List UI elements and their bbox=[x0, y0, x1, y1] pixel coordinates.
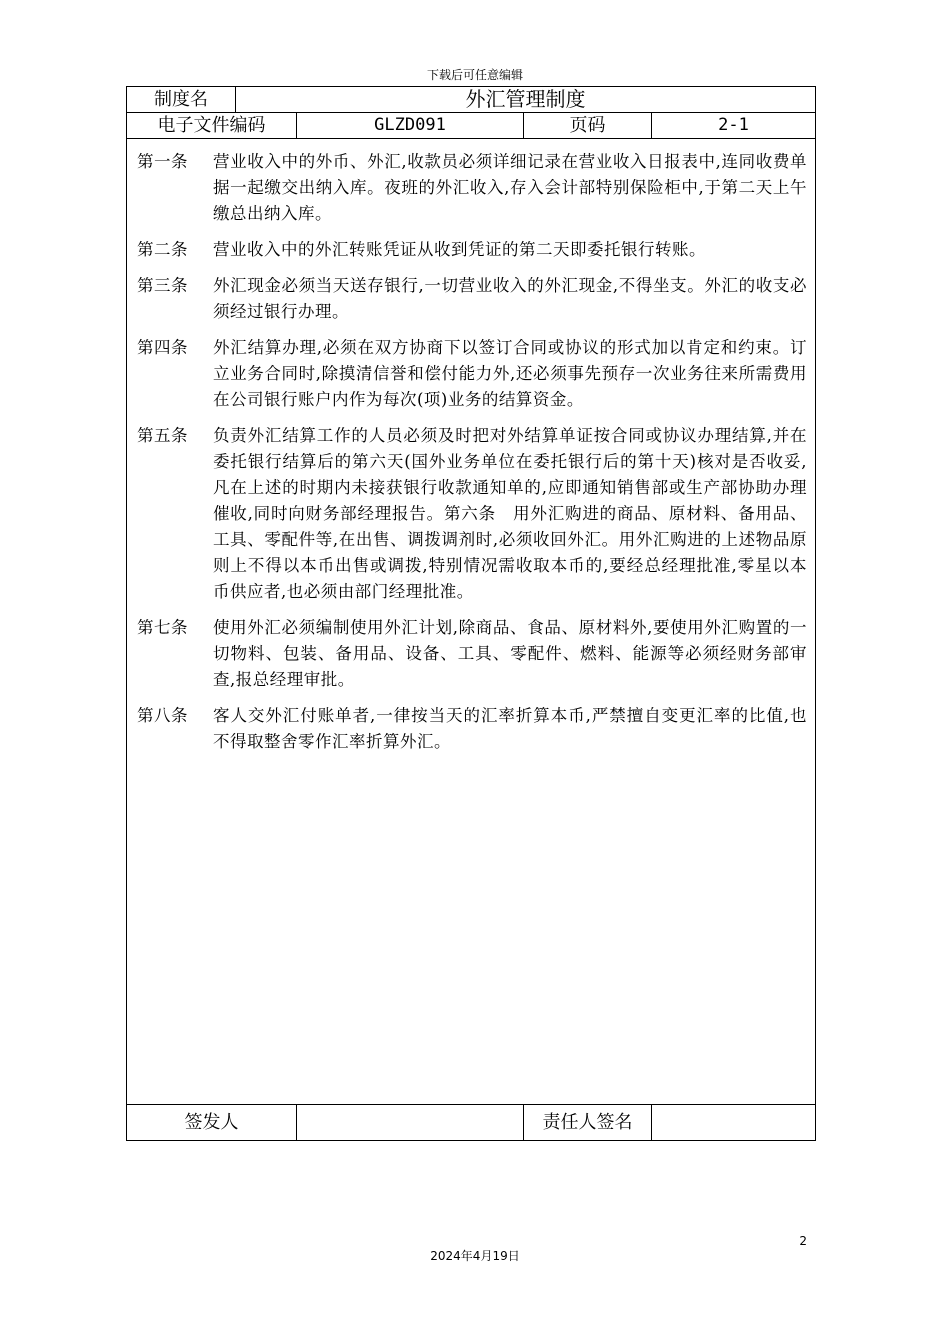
title-row bbox=[127, 87, 816, 113]
article-item bbox=[137, 237, 807, 263]
article-text: 营业收入中的外汇转账凭证从收到凭证的第二天即委托银行转账。 bbox=[213, 240, 706, 259]
responsible-signature-label: 责任人签名 bbox=[524, 1105, 652, 1141]
responsible-signature-field[interactable] bbox=[652, 1105, 816, 1141]
articles-list bbox=[127, 139, 815, 755]
page-number: 2 bbox=[799, 1234, 807, 1248]
article-item bbox=[137, 149, 807, 227]
article-item bbox=[137, 615, 807, 693]
article-number: 第八条 bbox=[137, 706, 188, 725]
article-number: 第二条 bbox=[137, 240, 188, 259]
page-label: 页码 bbox=[524, 113, 652, 139]
code-row bbox=[127, 113, 816, 139]
article-text: 使用外汇必须编制使用外汇计划,除商品、食品、原材料外,要使用外汇购置的一切物料、包装、备用品、设备、工具、零配件、燃料、能源等必须经财务部审查,报总经理审批。 bbox=[213, 618, 807, 689]
article-item bbox=[137, 273, 807, 325]
regulation-table bbox=[126, 86, 816, 1141]
page-value: 2-1 bbox=[652, 113, 816, 139]
article-item bbox=[137, 335, 807, 413]
article-item bbox=[137, 703, 807, 755]
article-item bbox=[137, 423, 807, 605]
article-number: 第五条 bbox=[137, 426, 188, 445]
article-number: 第四条 bbox=[137, 338, 188, 357]
body-row bbox=[127, 139, 816, 1105]
header-note: 下载后可任意编辑 bbox=[426, 68, 523, 82]
signer-label: 签发人 bbox=[127, 1105, 297, 1141]
articles-cell bbox=[127, 139, 816, 1105]
regulation-name-label: 制度名 bbox=[127, 87, 236, 113]
file-code-label: 电子文件编码 bbox=[127, 113, 297, 139]
footer-date: 2024年4月19日 bbox=[430, 1249, 520, 1263]
signer-field[interactable] bbox=[297, 1105, 524, 1141]
article-text: 外汇现金必须当天送存银行,一切营业收入的外汇现金,不得坐支。外汇的收支必须经过银行办理。 bbox=[213, 276, 807, 321]
article-number: 第七条 bbox=[137, 618, 188, 637]
article-text: 营业收入中的外币、外汇,收款员必须详细记录在营业收入日报表中,连同收费单据一起缴交出纳入库。夜班的外汇收入,存入会计部特别保险柜中,于第二天上午缴总出纳入库。 bbox=[213, 152, 807, 223]
article-text: 外汇结算办理,必须在双方协商下以签订合同或协议的形式加以肯定和约束。订立业务合同时,除摸清信誉和偿付能力外,还必须事先预存一次业务往来所需费用在公司银行账户内作为每次(项)业务的结算资金。 bbox=[213, 338, 807, 409]
article-text: 负责外汇结算工作的人员必须及时把对外结算单证按合同或协议办理结算,并在委托银行结算后的第六天(国外业务单位在委托银行后的第十天)核对是否收妥,凡在上述的时期内未接获银行收款通知单的,应即通知销售部或生产部协助办理催收,同时向财务部经理报告。第六条 用外汇购进的商品、原材料、备用品、工具、零配件等,在出售、调拨调剂时,必须收回外汇。用外汇购进的上述物品原则上不得以本币出售或调拨,特别情况需收取本币的,要经总经理批准,零星以本币供应者,也必须由部门经理批准。 bbox=[213, 426, 807, 601]
regulation-title: 外汇管理制度 bbox=[236, 87, 816, 113]
signature-row bbox=[127, 1105, 816, 1141]
article-number: 第三条 bbox=[137, 276, 188, 295]
article-number: 第一条 bbox=[137, 152, 188, 171]
file-code-value: GLZD091 bbox=[297, 113, 524, 139]
article-text: 客人交外汇付账单者,一律按当天的汇率折算本币,严禁擅自变更汇率的比值,也不得取整舍零作汇率折算外汇。 bbox=[213, 706, 807, 751]
